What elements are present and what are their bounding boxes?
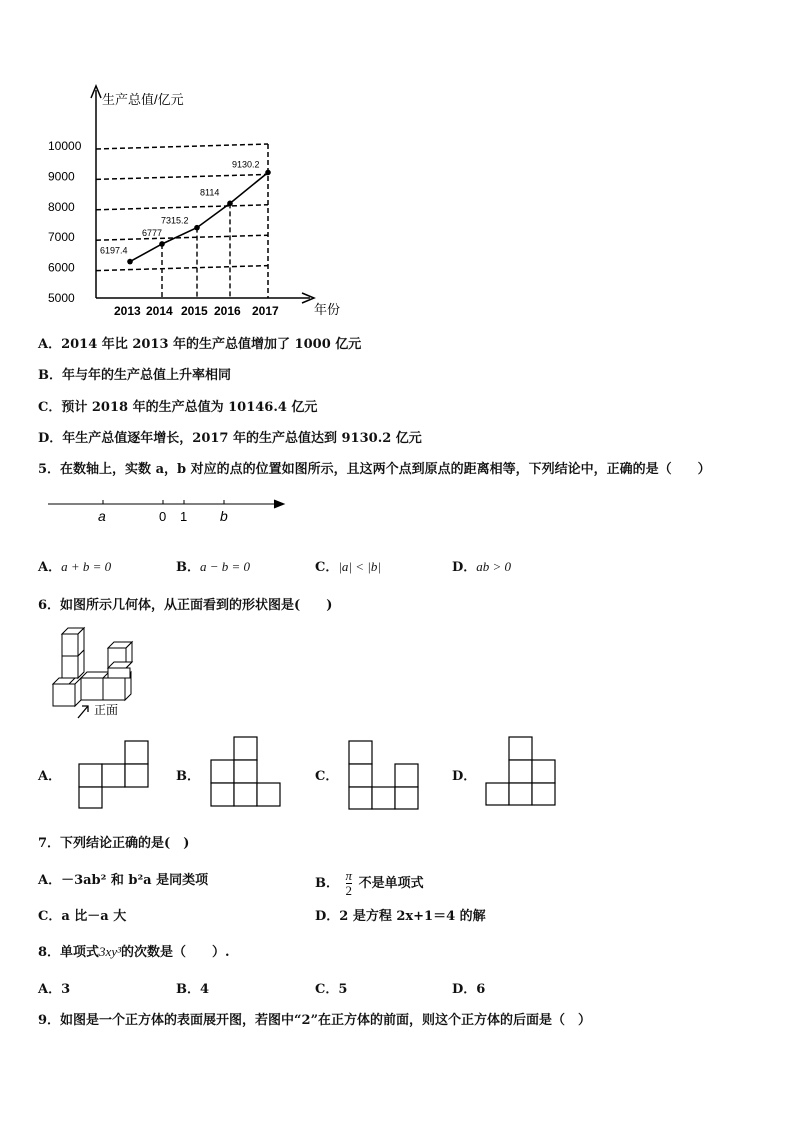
q5-option-d-expr: ab > 0 <box>476 559 512 574</box>
number-line-label-a: a <box>98 508 106 524</box>
q5-option-c-label: C． <box>315 560 339 575</box>
x-tick-label: 2013 <box>114 304 141 318</box>
y-tick-label: 9000 <box>48 169 75 184</box>
number-line-label-1: 1 <box>180 509 188 524</box>
number-line-label-b: b <box>220 508 228 524</box>
x-tick-label: 2015 <box>181 304 208 318</box>
q4-option-c: C．预计 2018 年的生产总值为 10146.4 亿元 <box>38 400 318 415</box>
number-line-arrow-icon <box>274 500 284 508</box>
q5-option-d-label: D． <box>452 560 477 575</box>
q9-stem: 9．如图是一个正方体的表面展开图，若图中“2”在正方体的前面，则这个正方体的后面是（ ） <box>38 1013 592 1028</box>
q6-option-d-figure <box>485 736 559 808</box>
q5-option-b <box>176 556 250 575</box>
y-tick-label: 10000 <box>48 139 82 153</box>
q5-option-c <box>315 556 381 575</box>
q5-option-a-label: A． <box>38 560 62 575</box>
data-point <box>194 225 200 231</box>
q7-option-a: A．－3ab² 和 b²a 是同类项 <box>38 873 209 888</box>
q7-option-b <box>315 869 424 898</box>
front-label: 正面 <box>94 703 119 717</box>
y-gridline <box>96 144 268 149</box>
number-line-label-0: 0 <box>159 509 167 524</box>
y-gridline <box>96 235 268 240</box>
y-tick-label: 8000 <box>48 199 75 214</box>
series-line <box>130 172 268 261</box>
q7-option-d: D．2 是方程 2x+1＝4 的解 <box>315 909 486 924</box>
data-point <box>159 241 165 247</box>
data-label: 6777 <box>142 227 163 238</box>
y-axis-title: 生产总值/亿元 <box>102 92 184 107</box>
q5-option-a-expr: a + b = 0 <box>61 559 112 574</box>
production-value-chart <box>40 80 360 325</box>
q5-stem: 5．在数轴上，实数 a，b 对应的点的位置如图所示，且这两个点到原点的距离相等，下列结论中，正确的是（ ） <box>38 462 711 477</box>
q7-option-c: C．a 比－a 大 <box>38 909 127 924</box>
q6-option-a-figure <box>78 740 152 810</box>
q6-option-d-label: D． <box>452 769 477 784</box>
fraction-denominator: 2 <box>345 883 353 898</box>
y-gridline <box>96 174 268 179</box>
data-point <box>127 259 133 265</box>
q8-stem-post: 的次数是（ ）. <box>120 945 230 960</box>
x-tick-label: 2017 <box>252 304 279 318</box>
number-line <box>40 490 300 530</box>
q7-stem: 7．下列结论正确的是( ) <box>38 836 190 851</box>
q6-option-b-label: B． <box>176 769 200 784</box>
q6-option-a-label: A． <box>38 769 62 784</box>
q6-option-b-figure <box>210 736 284 808</box>
y-gridline <box>96 266 268 271</box>
q5-option-b-label: B． <box>176 560 200 575</box>
fraction-numerator: π <box>345 868 353 883</box>
data-point <box>265 170 271 176</box>
q6-option-c-label: C． <box>315 769 339 784</box>
q6-option-c-figure <box>348 740 422 812</box>
cube-solid-figure <box>48 622 148 720</box>
q7-option-b-label: B． <box>315 876 339 891</box>
y-gridline <box>96 205 268 210</box>
q5-option-c-expr: |a| < |b| <box>338 559 381 574</box>
q8-stem-pre: 8．单项式 <box>38 945 100 960</box>
data-label: 9130.2 <box>232 159 260 170</box>
y-tick-label: 5000 <box>48 291 75 305</box>
q4-option-d: D．年生产总值逐年增长，2017 年的生产总值达到 9130.2 亿元 <box>38 431 422 446</box>
q4-option-b: B．年与年的生产总值上升率相同 <box>38 368 231 383</box>
y-tick-label: 6000 <box>48 260 75 275</box>
x-tick-label: 2014 <box>146 304 173 318</box>
data-label: 6197.4 <box>100 245 128 256</box>
q4-option-a: A．2014 年比 2013 年的生产总值增加了 1000 亿元 <box>38 337 362 352</box>
data-point <box>227 201 233 207</box>
q5-option-b-expr: a − b = 0 <box>200 559 251 574</box>
q7-option-b-text: 不是单项式 <box>358 876 424 891</box>
y-tick-label: 7000 <box>48 230 75 245</box>
data-label: 8114 <box>200 187 220 198</box>
x-tick-label: 2016 <box>214 304 241 318</box>
q5-option-a <box>38 556 111 575</box>
x-axis-title: 年份 <box>314 302 341 317</box>
data-label: 7315.2 <box>161 215 189 226</box>
q8-option-a: A．3 <box>38 982 71 997</box>
q8-option-c: C．5 <box>315 982 348 997</box>
q8-option-b: B．4 <box>176 982 210 997</box>
q8-stem-expr: 3xy³ <box>99 944 121 959</box>
pi-over-2-fraction <box>346 869 353 898</box>
q8-option-d: D．6 <box>452 982 486 997</box>
q5-option-d <box>452 556 511 575</box>
q6-stem: 6．如图所示几何体，从正面看到的形状图是( ) <box>38 598 333 613</box>
q8-stem <box>38 941 230 960</box>
